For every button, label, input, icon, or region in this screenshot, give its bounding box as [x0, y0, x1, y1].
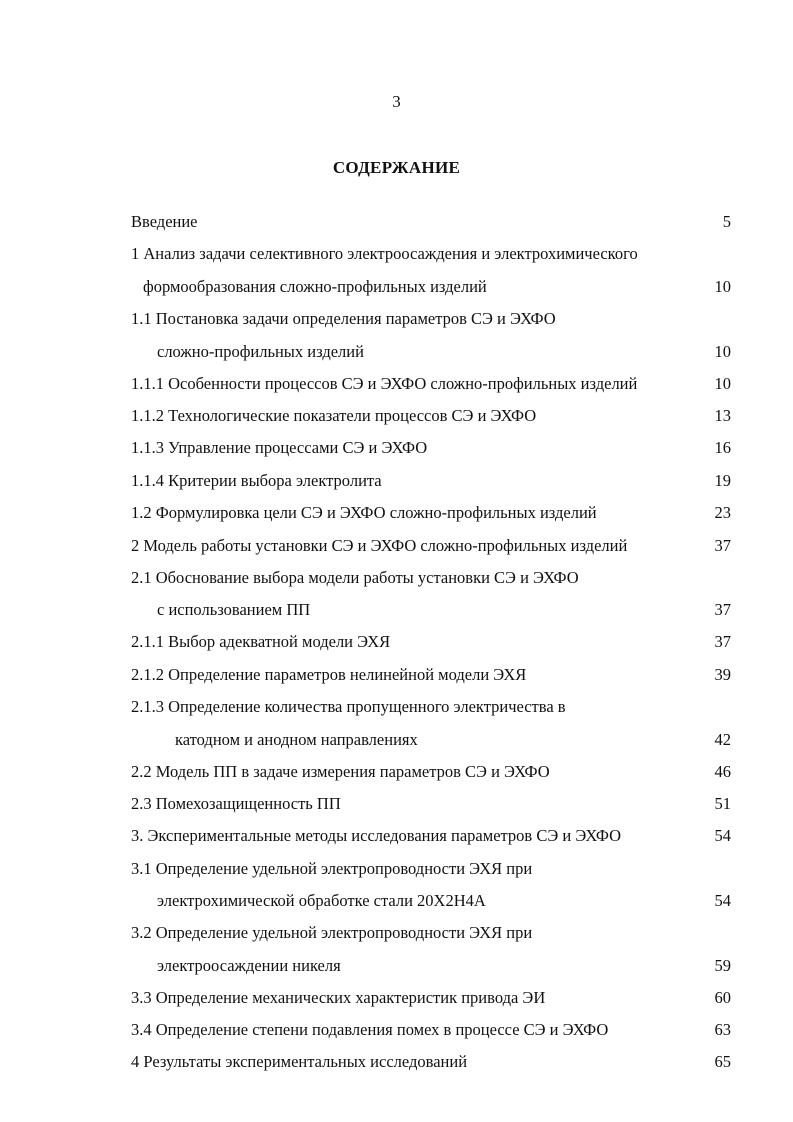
toc-entry-page: 54	[714, 891, 731, 910]
toc-entry	[0, 244, 793, 268]
toc-entry	[0, 632, 793, 656]
toc-entry-text: электроосаждении никеля	[157, 956, 341, 975]
toc-entry	[0, 342, 793, 366]
toc-entry	[0, 471, 793, 495]
toc-entry	[0, 988, 793, 1012]
toc-entry	[0, 568, 793, 592]
toc-entry-page: 37	[714, 600, 731, 619]
toc-entry-text: 3.2 Определение удельной электропроводности ЭХЯ при	[131, 923, 533, 942]
toc-entry-text: 1.1.2 Технологические показатели процессов СЭ и ЭХФО	[131, 406, 537, 425]
toc-entry-page: 39	[714, 665, 731, 684]
toc-entry-text: с использованием ПП	[157, 600, 311, 619]
page-title: СОДЕРЖАНИЕ	[332, 158, 461, 177]
toc-entry	[0, 1052, 793, 1076]
toc-entry-page: 63	[714, 1020, 731, 1039]
toc-entry	[0, 665, 793, 689]
toc-entry	[0, 956, 793, 980]
toc-entry-text: 1.1.3 Управление процессами СЭ и ЭХФО	[131, 438, 428, 457]
toc-entry-text: 4 Результаты экспериментальных исследований	[131, 1052, 468, 1071]
toc-entry-text: 3. Экспериментальные методы исследования параметров СЭ и ЭХФО	[131, 826, 621, 845]
toc-entry-page: 46	[714, 762, 731, 781]
toc-entry	[0, 794, 793, 818]
toc-entry-text: 1 Анализ задачи селективного электроосаждения и электрохимического	[131, 244, 638, 263]
toc-entry	[0, 859, 793, 883]
toc-entry-text: 2.3 Помехозащищенность ПП	[131, 794, 341, 813]
toc-entry	[0, 697, 793, 721]
toc-entry-text: Введение	[131, 212, 198, 231]
toc-entry-text: 1.1 Постановка задачи определения параметров СЭ и ЭХФО	[131, 309, 556, 328]
toc-entry-page: 13	[714, 406, 731, 425]
toc-entry-page: 10	[714, 277, 731, 296]
toc-entry	[0, 600, 793, 624]
toc-entry-page: 16	[714, 438, 731, 457]
toc-entry	[0, 1020, 793, 1044]
toc-entry-text: 2.1 Обоснование выбора модели работы установки СЭ и ЭХФО	[131, 568, 579, 587]
toc-entry-text: катодном и анодном направлениях	[175, 730, 418, 749]
toc-entry	[0, 374, 793, 398]
toc-entry-text: сложно-профильных изделий	[157, 342, 364, 361]
toc-entry	[0, 212, 793, 236]
toc-entry	[0, 503, 793, 527]
toc-entry-page: 23	[714, 503, 731, 522]
toc-entry-page: 37	[714, 632, 731, 651]
toc-entry	[0, 891, 793, 915]
toc-entry-text: электрохимической обработке стали 20Х2Н4А	[157, 891, 486, 910]
toc-entry-text: формообразования сложно-профильных изделий	[143, 277, 487, 296]
toc-entry	[0, 309, 793, 333]
toc-entry	[0, 730, 793, 754]
toc-entry	[0, 826, 793, 850]
toc-entry-page: 60	[714, 988, 731, 1007]
toc-entry-text: 1.1.1 Особенности процессов СЭ и ЭХФО сложно-профильных изделий	[131, 374, 638, 393]
toc-entry	[0, 762, 793, 786]
toc-entry-text: 1.1.4 Критерии выбора электролита	[131, 471, 382, 490]
page-number: 3	[392, 92, 401, 111]
toc-entry-page: 51	[714, 794, 731, 813]
toc-entry-text: 2.1.1 Выбор адекватной модели ЭХЯ	[131, 632, 391, 651]
toc-entry-text: 1.2 Формулировка цели СЭ и ЭХФО сложно-профильных изделий	[131, 503, 597, 522]
toc-entry-text: 2.1.3 Определение количества пропущенного электричества в	[131, 697, 566, 716]
toc-entry-text: 2 Модель работы установки СЭ и ЭХФО сложно-профильных изделий	[131, 536, 628, 555]
toc-entry-page: 10	[714, 342, 731, 361]
toc-entry-page: 37	[714, 536, 731, 555]
toc-entry	[0, 406, 793, 430]
toc-entry	[0, 438, 793, 462]
toc-entry-page: 5	[722, 212, 731, 231]
toc-entry-page: 54	[714, 826, 731, 845]
toc-entry-text: 3.3 Определение механических характеристик привода ЭИ	[131, 988, 546, 1007]
toc-entry-text: 2.2 Модель ПП в задаче измерения параметров СЭ и ЭХФО	[131, 762, 550, 781]
toc-entry	[0, 923, 793, 947]
toc-entry-text: 3.1 Определение удельной электропроводности ЭХЯ при	[131, 859, 533, 878]
toc-entry-page: 65	[714, 1052, 731, 1071]
toc-entry	[0, 536, 793, 560]
toc-entry-text: 3.4 Определение степени подавления помех в процессе СЭ и ЭХФО	[131, 1020, 609, 1039]
toc-entry-page: 10	[714, 374, 731, 393]
toc-entry-page: 19	[714, 471, 731, 490]
toc-entry-page: 59	[714, 956, 731, 975]
toc-entry-page: 42	[714, 730, 731, 749]
toc-entry-text: 2.1.2 Определение параметров нелинейной модели ЭХЯ	[131, 665, 527, 684]
toc-entry	[0, 277, 793, 301]
